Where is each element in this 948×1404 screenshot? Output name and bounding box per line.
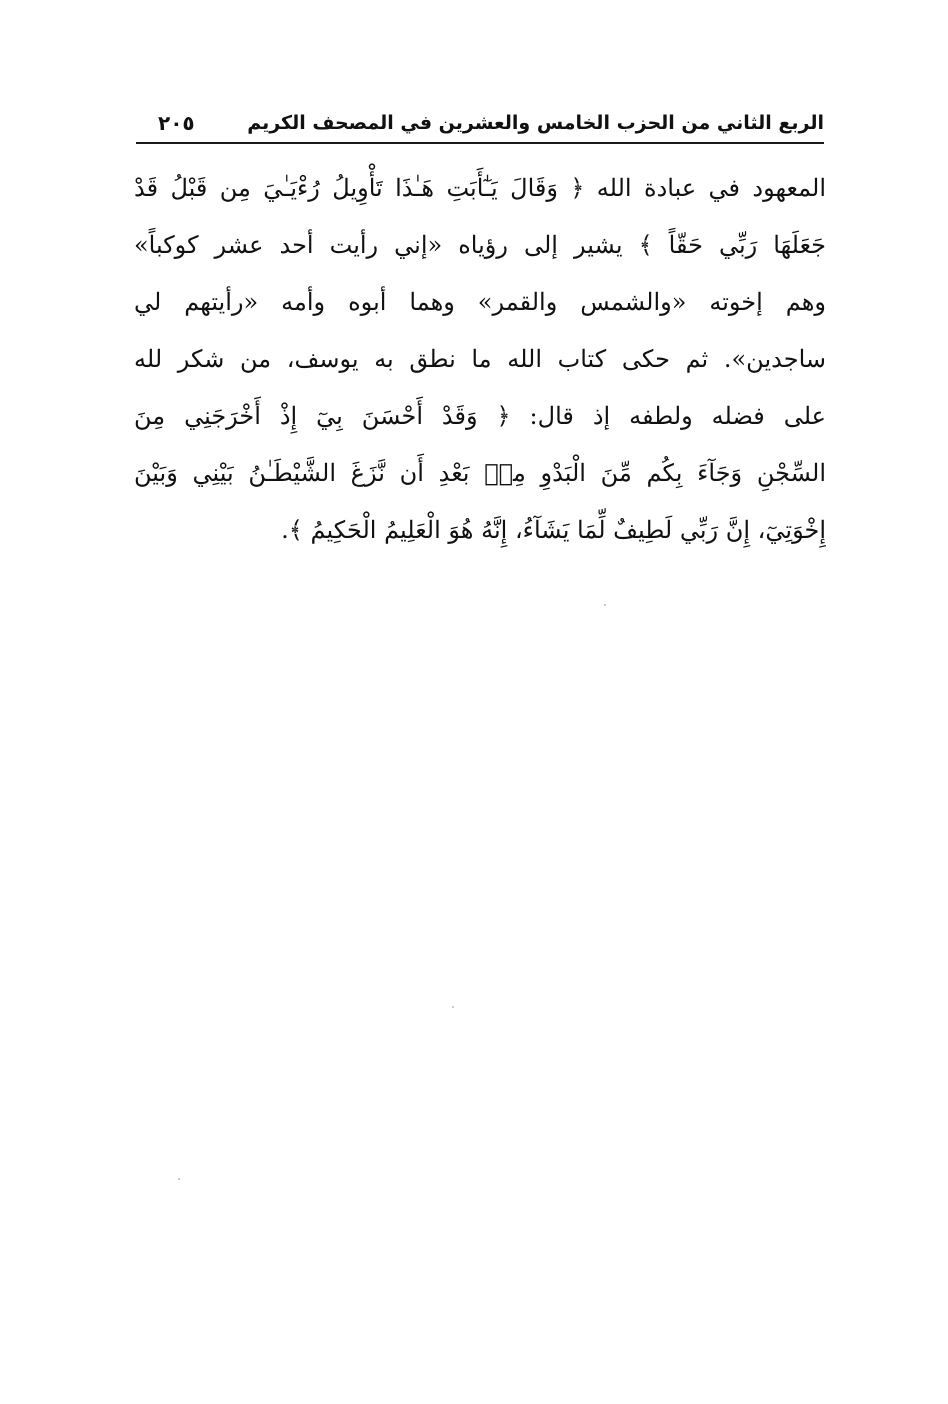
body-text bbox=[134, 160, 826, 559]
scan-speck bbox=[452, 1006, 454, 1008]
page-number: ٢٠٥ bbox=[158, 111, 195, 135]
text-line-5: على فضله ولطفه إذ قال: ﴿ وَقَدْ أَحْسَنَ بِيٓ إِذْ أَخْرَجَنِي مِنَ bbox=[134, 402, 826, 430]
text-line-4: ساجدين». ثم حكى كتاب الله ما نطق به يوسف، من شكر لله bbox=[134, 345, 826, 373]
text-line-2: جَعَلَهَا رَبِّي حَقّاً ﴾ يشير إلى رؤياه «إني رأيت أحد عشر كوكباً» bbox=[134, 231, 826, 259]
scan-speck bbox=[604, 604, 606, 606]
text-line-6: السِّجْنِ وَجَآءَ بِكُم مِّنَ الْبَدْوِ مِنۢ بَعْدِ أَن نَّزَغَ الشَّيْطَـٰنُ بَيْنِي وَبَيْنَ bbox=[134, 459, 826, 487]
scan-speck bbox=[178, 1178, 180, 1180]
text-line-1: المعهود في عبادة الله ﴿ وَقَالَ يَـٰٓأَبَتِ هَـٰذَا تَأْوِيلُ رُءْيَـٰيَ مِن قَبْلُ قَدْ bbox=[134, 174, 826, 202]
running-header bbox=[136, 104, 824, 144]
text-line-3: وهم إخوته «والشمس والقمر» وهما أبوه وأمه «رأيتهم لي bbox=[134, 288, 826, 316]
header-title: الربع الثاني من الحزب الخامس والعشرين في المصحف الكريم bbox=[247, 112, 824, 134]
text-line-7: إِخْوَتِيٓ، إِنَّ رَبِّي لَطِيفٌ لِّمَا يَشَآءُ، إِنَّهُ هُوَ الْعَلِيمُ الْحَكِيمُ ﴾. bbox=[281, 516, 826, 544]
